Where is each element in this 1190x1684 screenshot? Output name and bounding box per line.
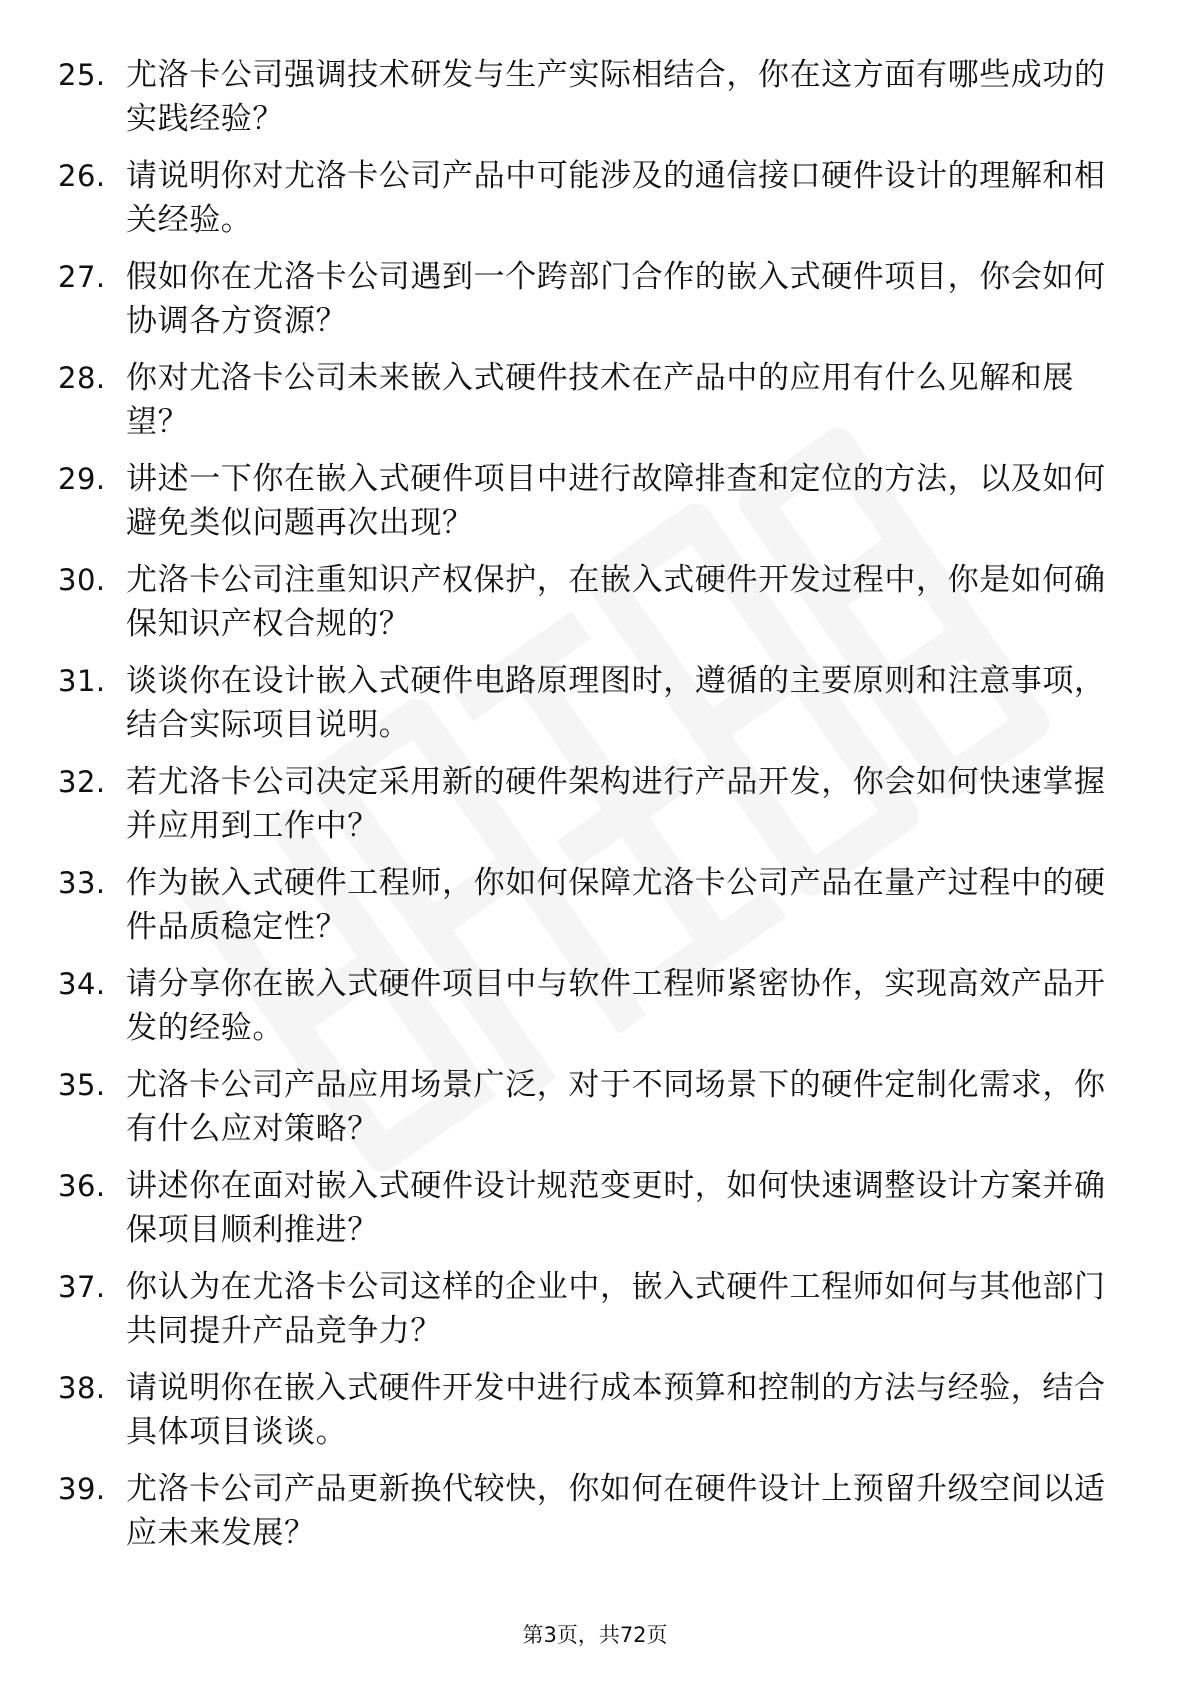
question-text: 尤洛卡公司产品更新换代较快，你如何在硬件设计上预留升级空间以适应未来发展？ (126, 1471, 1106, 1551)
question-number: 27. (58, 260, 106, 294)
question-item (0, 1265, 1190, 1366)
question-text: 作为嵌入式硬件工程师，你如何保障尤洛卡公司产品在量产过程中的硬件品质稳定性？ (126, 865, 1106, 945)
question-number: 26. (58, 159, 106, 193)
question-item (0, 760, 1190, 861)
question-item (0, 1063, 1190, 1164)
question-number: 39. (58, 1472, 106, 1506)
question-item (0, 1467, 1190, 1568)
question-item (0, 154, 1190, 255)
page-footer (0, 1620, 1190, 1650)
question-number: 34. (58, 967, 106, 1001)
question-item (0, 558, 1190, 659)
question-text: 讲述一下你在嵌入式硬件项目中进行故障排查和定位的方法，以及如何避免类似问题再次出现？ (126, 461, 1106, 541)
question-number: 35. (58, 1068, 106, 1102)
question-item (0, 861, 1190, 962)
question-number: 30. (58, 563, 106, 597)
question-text: 请说明你对尤洛卡公司产品中可能涉及的通信接口硬件设计的理解和相关经验。 (126, 158, 1106, 238)
question-item (0, 962, 1190, 1063)
question-text: 假如你在尤洛卡公司遇到一个跨部门合作的嵌入式硬件项目，你会如何协调各方资源？ (126, 259, 1106, 339)
question-item (0, 356, 1190, 457)
question-number: 33. (58, 866, 106, 900)
question-text: 你认为在尤洛卡公司这样的企业中，嵌入式硬件工程师如何与其他部门共同提升产品竞争力？ (126, 1269, 1106, 1349)
question-item (0, 1164, 1190, 1265)
question-text: 讲述你在面对嵌入式硬件设计规范变更时，如何快速调整设计方案并确保项目顺利推进？ (126, 1168, 1106, 1248)
question-number: 32. (58, 765, 106, 799)
question-number: 29. (58, 462, 106, 496)
question-list (0, 53, 1190, 1568)
page-number-label: 第3页，共72页 (522, 1623, 668, 1647)
question-item (0, 1366, 1190, 1467)
question-item (0, 457, 1190, 558)
question-number: 38. (58, 1371, 106, 1405)
question-item (0, 659, 1190, 760)
question-text: 请分享你在嵌入式硬件项目中与软件工程师紧密协作，实现高效产品开发的经验。 (126, 966, 1106, 1046)
question-text: 请说明你在嵌入式硬件开发中进行成本预算和控制的方法与经验，结合具体项目谈谈。 (126, 1370, 1106, 1450)
question-text: 若尤洛卡公司决定采用新的硬件架构进行产品开发，你会如何快速掌握并应用到工作中？ (126, 764, 1106, 844)
question-text: 尤洛卡公司强调技术研发与生产实际相结合，你在这方面有哪些成功的实践经验？ (126, 57, 1106, 137)
question-number: 37. (58, 1270, 106, 1304)
question-number: 31. (58, 664, 106, 698)
question-number: 25. (58, 58, 106, 92)
question-text: 尤洛卡公司注重知识产权保护，在嵌入式硬件开发过程中，你是如何确保知识产权合规的？ (126, 562, 1106, 642)
question-text: 你对尤洛卡公司未来嵌入式硬件技术在产品中的应用有什么见解和展望？ (126, 360, 1074, 440)
question-number: 28. (58, 361, 106, 395)
question-text: 尤洛卡公司产品应用场景广泛，对于不同场景下的硬件定制化需求，你有什么应对策略？ (126, 1067, 1106, 1147)
question-item (0, 255, 1190, 356)
question-number: 36. (58, 1169, 106, 1203)
question-item (0, 53, 1190, 154)
question-text: 谈谈你在设计嵌入式硬件电路原理图时，遵循的主要原则和注意事项，结合实际项目说明。 (126, 663, 1106, 743)
